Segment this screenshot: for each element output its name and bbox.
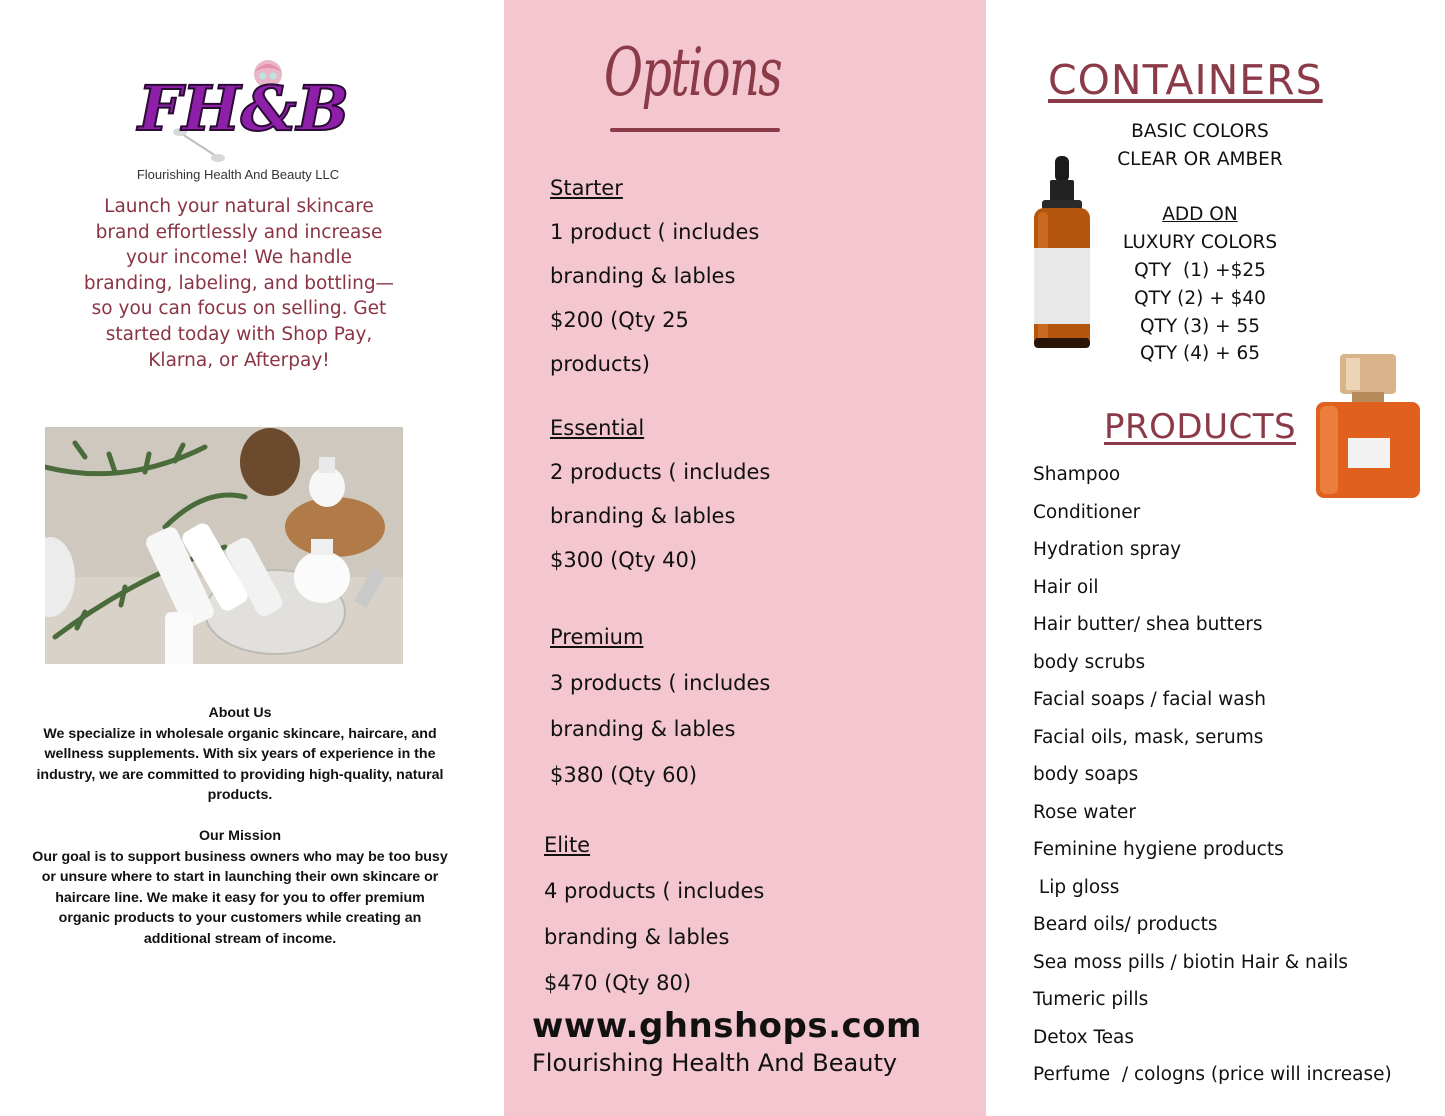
tier-line: branding & lables	[550, 264, 736, 288]
list-item: Shampoo	[1033, 464, 1121, 485]
tier-essential	[550, 406, 970, 582]
list-item: Facial soaps / facial wash	[1033, 689, 1266, 710]
list-item: Conditioner	[1033, 501, 1141, 523]
tier-premium	[550, 614, 970, 798]
products-title: PRODUCTS	[1104, 407, 1297, 447]
tier-elite	[544, 822, 964, 1006]
tier-name: Elite	[544, 833, 591, 857]
list-item: Facial oils, mask, serums	[1033, 726, 1264, 748]
products-list	[1033, 456, 1392, 1094]
tier-name: Starter	[550, 176, 623, 200]
tier-line: $300 (Qty 40)	[550, 548, 698, 572]
tier-name: Essential	[550, 416, 645, 440]
tier-line: $380 (Qty 60)	[550, 763, 698, 787]
logo-caption: Flourishing Health And Beauty LLC	[136, 167, 340, 182]
tier-starter	[550, 166, 970, 386]
addon-price: QTY (1) +$25	[1134, 259, 1266, 281]
tier-line: 4 products ( includes	[544, 879, 765, 903]
addon-price: QTY (3) + 55	[1139, 315, 1261, 337]
list-item: body scrubs	[1033, 651, 1146, 673]
about-section	[30, 703, 450, 949]
list-item: Beard oils/ products	[1033, 914, 1218, 935]
list-item: body soaps	[1033, 764, 1139, 785]
containers-info	[1090, 118, 1310, 368]
brand-pitch: Launch your natural skincare brand effortlessly and increase your income! We handle branding, labeling, and bottling—so you can focus on selling. Get started today with Shop Pay, Klarna, or Afterpay!	[83, 196, 395, 371]
tier-line: $470 (Qty 80)	[544, 971, 692, 995]
list-item: Sea moss pills / biotin Hair & nails	[1033, 951, 1348, 973]
basic-colors: BASIC COLORS	[1131, 121, 1269, 142]
mission-text: Our goal is to support business owners who may be too busy or unsure where to start in launching their own skincare or haircare line. We make it easy for you to offer premium organic products to your customers while creating an additional stream of income.	[32, 848, 448, 947]
options-panel	[504, 0, 986, 1116]
options-underline	[610, 128, 780, 132]
list-item: Perfume / cologns (price will increase)	[1033, 1064, 1392, 1085]
list-item: Detox Teas	[1033, 1026, 1134, 1048]
tier-line: branding & lables	[550, 504, 736, 528]
list-item: Hair butter/ shea butters	[1033, 614, 1263, 635]
addon-label: LUXURY COLORS	[1122, 232, 1278, 254]
tier-line: branding & lables	[544, 925, 730, 949]
list-item: Hydration spray	[1033, 539, 1182, 560]
tier-name: Premium	[550, 625, 644, 649]
list-item: Rose water	[1033, 801, 1136, 823]
list-item: Hair oil	[1033, 576, 1099, 598]
about-heading: About Us	[208, 705, 272, 721]
tier-line: 3 products ( includes	[550, 671, 771, 695]
tier-line: branding & lables	[550, 717, 736, 741]
containers-title: CONTAINERS	[1048, 56, 1323, 104]
amber-dropper-bottle-icon	[1030, 152, 1094, 352]
tier-line: products)	[550, 352, 650, 376]
company-name: Flourishing Health And Beauty	[532, 1049, 898, 1077]
list-item: Lip gloss	[1033, 876, 1120, 898]
product-photo	[45, 427, 403, 664]
mission-heading: Our Mission	[199, 828, 281, 844]
addon-price: QTY (2) + $40	[1134, 287, 1266, 309]
containers-panel	[986, 0, 1445, 1116]
addon-price: QTY (4) + 65	[1139, 343, 1261, 365]
about-text: We specialize in wholesale organic skincare, haircare, and wellness supplements. With six years of experience in the industry, we are committed to providing high-quality, natural products.	[36, 725, 444, 803]
logo-lettering: FH&B	[138, 72, 349, 145]
options-title: Options	[604, 34, 782, 111]
list-item: Feminine hygiene products	[1033, 839, 1284, 860]
website-link[interactable]: www.ghnshops.com	[532, 1006, 922, 1046]
left-panel	[0, 0, 504, 1116]
tier-line: 1 product ( includes	[550, 220, 760, 244]
basic-options: CLEAR OR AMBER	[1117, 148, 1283, 170]
tier-line: 2 products ( includes	[550, 460, 771, 484]
addon-heading: ADD ON	[1162, 204, 1238, 226]
list-item: Tumeric pills	[1033, 989, 1149, 1010]
tier-line: $200 (Qty 25	[550, 308, 689, 332]
